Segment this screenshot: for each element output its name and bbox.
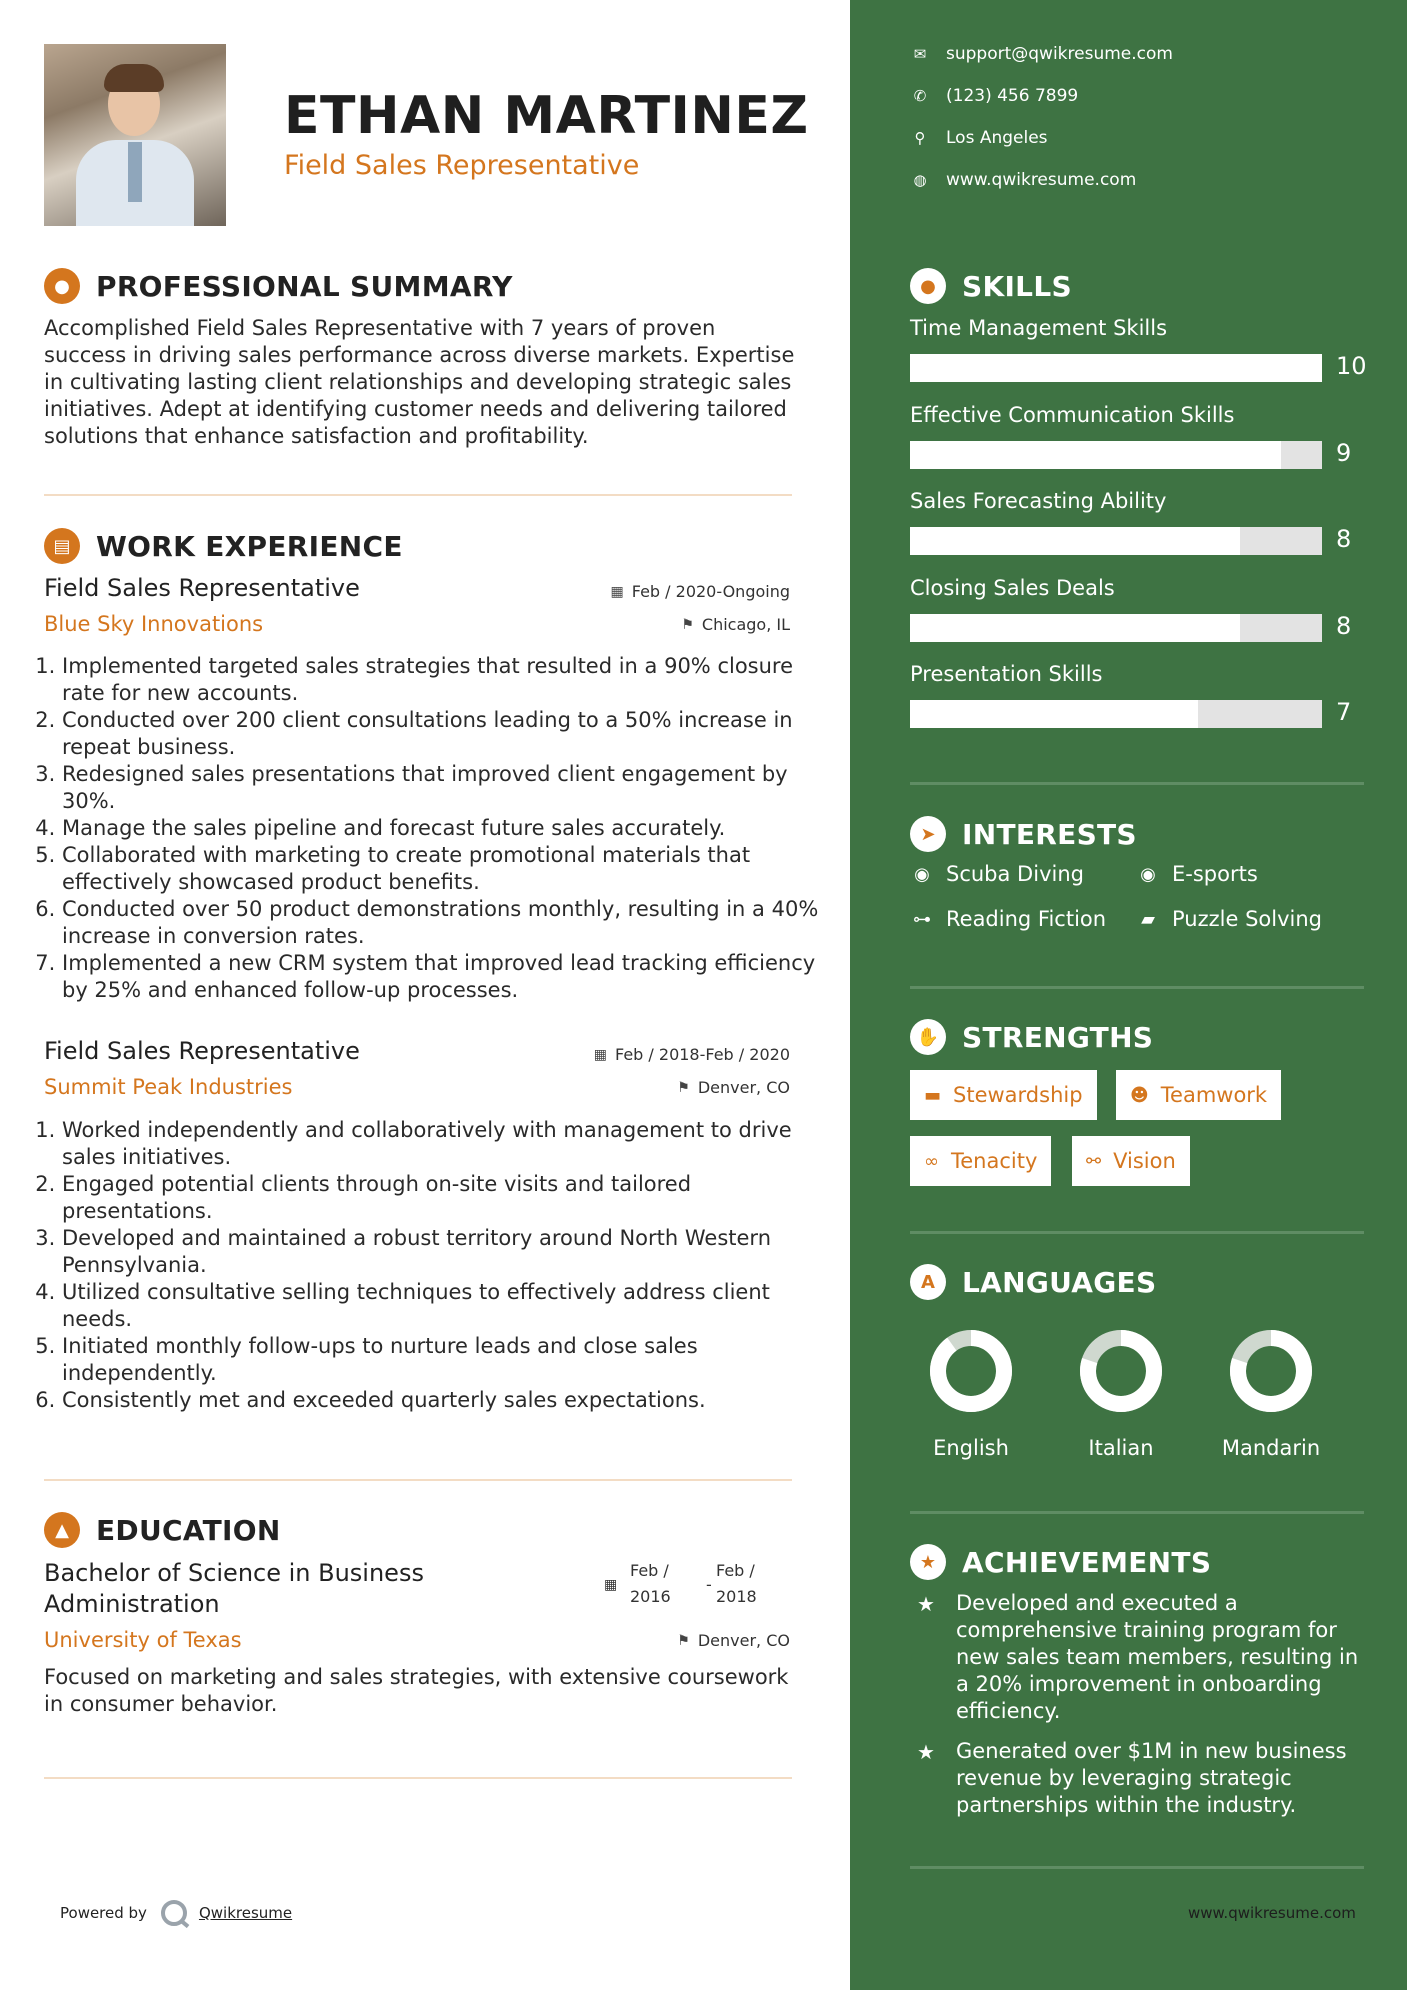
divider <box>44 1777 792 1779</box>
skill-bar-fill <box>910 441 1281 469</box>
skill-bar <box>910 527 1322 555</box>
skill-value: 7 <box>1336 698 1352 726</box>
education-heading <box>44 1512 281 1548</box>
skills-title: SKILLS <box>962 269 1072 303</box>
skill-bar <box>910 700 1322 728</box>
language-item <box>916 1328 1026 1460</box>
strength-label: Vision <box>1113 1149 1176 1173</box>
job-dates-text: Feb / 2020-Ongoing <box>631 582 790 601</box>
interest-label: Puzzle Solving <box>1172 907 1322 931</box>
school-name: University of Texas <box>44 1628 242 1652</box>
experience-title: WORK EXPERIENCE <box>96 529 403 563</box>
skill-label: Effective Communication Skills <box>910 402 1235 427</box>
skill-value: 9 <box>1336 438 1352 467</box>
paper-plane-icon: ➤ <box>910 816 946 852</box>
edu-end-year: 2018 <box>716 1587 757 1606</box>
language-gauge <box>1078 1328 1164 1414</box>
divider <box>910 986 1364 989</box>
skill-bar-fill <box>910 527 1240 555</box>
summary-text: Accomplished Field Sales Representative with 7 years of proven success in driving sales performance across diverse markets. Expertise in cultivating lasting client relationships and developing strategic sales initiatives. Adept at identifying customer needs and delivering tailored solutions that enhance satisfaction and profitability. <box>44 316 795 448</box>
shooting-star-icon: ★ <box>917 1740 935 1764</box>
skill-bar <box>910 441 1322 469</box>
strength-tag <box>910 1136 1051 1186</box>
skill-label: Closing Sales Deals <box>910 575 1115 600</box>
strength-label: Stewardship <box>953 1083 1083 1107</box>
edu-start-year: 2016 <box>630 1587 671 1606</box>
shooting-star-icon: ★ <box>917 1592 935 1616</box>
briefcase-icon: ▤ <box>44 528 80 564</box>
interest-item <box>1136 907 1322 931</box>
phone-icon: ✆ <box>913 87 927 105</box>
job-dates <box>594 1045 790 1064</box>
bullet-item: 5. Initiated monthly follow-ups to nurture leads and close sales independently. <box>62 1333 832 1387</box>
graduation-cap-icon: ▲ <box>44 1512 80 1548</box>
bullet-item: 3. Developed and maintained a robust territory around North Western Pennsylvania. <box>62 1225 832 1279</box>
divider <box>910 782 1364 785</box>
language-gauge <box>1228 1328 1314 1414</box>
achievements-title: ACHIEVEMENTS <box>962 1545 1212 1579</box>
job-location <box>677 1078 790 1097</box>
language-label: English <box>933 1436 1009 1460</box>
job-location-text: Chicago, IL <box>701 615 790 634</box>
pin-icon: ⚑ <box>681 616 694 633</box>
strength-tag <box>910 1070 1097 1120</box>
achievement-item <box>910 1738 1370 1819</box>
interests-title: INTERESTS <box>962 817 1137 851</box>
candidate-name: ETHAN MARTINEZ <box>284 86 809 146</box>
interest-item <box>1136 862 1258 886</box>
bullet-item: 6. Consistently met and exceeded quarterly sales expectations. <box>62 1387 832 1414</box>
job-title: Field Sales Representative <box>44 574 360 602</box>
education-title: EDUCATION <box>96 1513 281 1547</box>
education-location <box>677 1631 790 1650</box>
contact-text[interactable]: (123) 456 7899 <box>946 86 1079 106</box>
interest-item <box>910 862 1084 886</box>
education-text: Focused on marketing and sales strategies, with extensive coursework in consumer behavior. <box>44 1665 789 1716</box>
languages-title: LANGUAGES <box>962 1265 1157 1299</box>
edu-date-dash: - <box>706 1575 712 1594</box>
language-label: Mandarin <box>1221 1436 1321 1460</box>
job-company: Blue Sky Innovations <box>44 612 264 636</box>
powered-by <box>60 1900 292 1926</box>
brand-link[interactable]: Qwikresume <box>198 1904 293 1922</box>
skill-value: 8 <box>1336 525 1352 553</box>
edu-end-month: Feb / <box>716 1561 755 1580</box>
contact-item <box>910 170 1136 190</box>
candidate-role: Field Sales Representative <box>284 150 640 181</box>
interests-heading <box>910 816 1137 852</box>
achievement-item <box>910 1590 1370 1725</box>
users-icon: ☻ <box>1130 1084 1149 1106</box>
globe-icon: ◍ <box>913 171 927 189</box>
strength-tag <box>1116 1070 1281 1120</box>
life-ring-icon: ◉ <box>1140 863 1156 885</box>
contact-item <box>910 86 1078 106</box>
divider <box>44 1479 792 1481</box>
sidebar <box>850 0 1407 1990</box>
interest-label: E-sports <box>1172 862 1258 886</box>
skill-bar-fill <box>910 354 1322 382</box>
contact-item <box>910 44 1173 64</box>
map-pin-icon: ⚲ <box>914 129 926 147</box>
divider <box>910 1511 1364 1514</box>
skill-bar-fill <box>910 700 1198 728</box>
achievement-text: Generated over $1M in new business revenue by leveraging strategic partnerships within the industry. <box>956 1739 1347 1817</box>
star-icon: ★ <box>910 1544 946 1580</box>
skill-label: Time Management Skills <box>910 316 1168 340</box>
skill-label: Sales Forecasting Ability <box>910 489 1167 513</box>
pin-icon: ⚑ <box>677 1079 690 1096</box>
envelope-icon: ✉ <box>913 45 927 63</box>
edu-start-month: Feb / <box>630 1561 669 1580</box>
user-icon: ● <box>44 268 80 304</box>
contact-text[interactable]: Los Angeles <box>946 128 1048 148</box>
skill-bar-fill <box>910 614 1240 642</box>
book-icon: ▰ <box>1141 908 1155 930</box>
job-bullets <box>30 1117 832 1414</box>
interest-label: Reading Fiction <box>946 907 1107 931</box>
summary-title: PROFESSIONAL SUMMARY <box>96 269 513 303</box>
language-icon: A <box>910 1264 946 1300</box>
language-item <box>1216 1328 1326 1460</box>
interest-label: Scuba Diving <box>946 862 1084 886</box>
strengths-title: STRENGTHS <box>962 1020 1154 1054</box>
divider <box>910 1866 1364 1869</box>
lightbulb-icon: ● <box>910 268 946 304</box>
summary-heading <box>44 268 513 304</box>
contact-item <box>910 128 1048 148</box>
skill-value: 10 <box>1336 352 1367 380</box>
pin-icon: ⚑ <box>677 1632 690 1649</box>
language-gauge <box>928 1328 1014 1414</box>
bullet-item: 4. Manage the sales pipeline and forecast future sales accurately. <box>62 815 832 842</box>
bullet-item: 5. Collaborated with marketing to create promotional materials that effectively showcased product benefits. <box>62 842 832 896</box>
experience-heading <box>44 528 403 564</box>
job-location-text: Denver, CO <box>697 1078 790 1097</box>
powered-by-label: Powered by <box>60 1904 147 1922</box>
bullet-item: 6. Conducted over 50 product demonstrations monthly, resulting in a 40% increase in conversion rates. <box>62 896 832 950</box>
language-label: Italian <box>1088 1436 1154 1460</box>
contact-text[interactable]: www.qwikresume.com <box>946 170 1137 190</box>
job-company: Summit Peak Industries <box>44 1075 293 1099</box>
bullet-item: 7. Implemented a new CRM system that improved lead tracking efficiency by 25% and enhanced follow-up processes. <box>62 950 832 1004</box>
gauge-fill <box>938 1338 1004 1404</box>
skill-label: Presentation Skills <box>910 662 1103 686</box>
bullet-item: 4. Utilized consultative selling techniques to effectively address client needs. <box>62 1279 832 1333</box>
achievement-text: Developed and executed a comprehensive training program for new sales team members, resulting in a 20% improvement in onboarding efficiency. <box>956 1591 1359 1723</box>
skills-heading <box>910 268 1072 304</box>
divider <box>44 494 792 496</box>
briefcase-icon: ▬ <box>924 1084 942 1106</box>
bullet-item: 3. Redesigned sales presentations that improved client engagement by 30%. <box>62 761 832 815</box>
job-dates <box>611 582 790 601</box>
divider <box>910 1231 1364 1234</box>
gamepad-icon: ⊶ <box>913 908 931 930</box>
interest-item <box>910 907 1106 931</box>
bullet-item: 2. Engaged potential clients through on-site visits and tailored presentations. <box>62 1171 832 1225</box>
strength-label: Tenacity <box>951 1149 1038 1173</box>
bullet-item: 2. Conducted over 200 client consultations leading to a 50% increase in repeat business. <box>62 707 832 761</box>
strengths-heading <box>910 1019 1153 1055</box>
hand-icon: ✋ <box>910 1019 946 1055</box>
job-dates-text: Feb / 2018-Feb / 2020 <box>615 1045 790 1064</box>
job-title: Field Sales Representative <box>44 1037 360 1065</box>
strength-label: Teamwork <box>1160 1083 1268 1107</box>
calendar-icon: ▦ <box>604 1577 618 1593</box>
qwikresume-logo-icon <box>161 1900 187 1926</box>
binoculars-icon: ⚯ <box>1086 1150 1102 1172</box>
skill-bar <box>910 614 1322 642</box>
strength-tag <box>1072 1136 1190 1186</box>
link-icon: ∞ <box>924 1150 939 1172</box>
footer-website[interactable]: www.qwikresume.com <box>1188 1904 1356 1922</box>
achievements-heading <box>910 1544 1211 1580</box>
language-item <box>1066 1328 1176 1460</box>
job-location <box>681 615 790 634</box>
skill-value: 8 <box>1336 611 1352 640</box>
languages-heading <box>910 1264 1156 1300</box>
calendar-icon: ▦ <box>593 1046 607 1063</box>
contact-text[interactable]: support@qwikresume.com <box>946 44 1173 64</box>
edu-location-text: Denver, CO <box>697 1631 790 1650</box>
bullet-item: 1. Implemented targeted sales strategies that resulted in a 90% closure rate for new accounts. <box>62 653 832 707</box>
bullet-item: 1. Worked independently and collaboratively with management to drive sales initiatives. <box>62 1117 832 1171</box>
profile-photo <box>44 44 226 226</box>
skill-bar <box>910 354 1322 382</box>
job-bullets <box>30 653 832 1004</box>
degree-title: Bachelor of Science in Business Administration <box>44 1559 424 1618</box>
life-ring-icon: ◉ <box>914 863 930 885</box>
calendar-icon: ▦ <box>610 583 624 600</box>
